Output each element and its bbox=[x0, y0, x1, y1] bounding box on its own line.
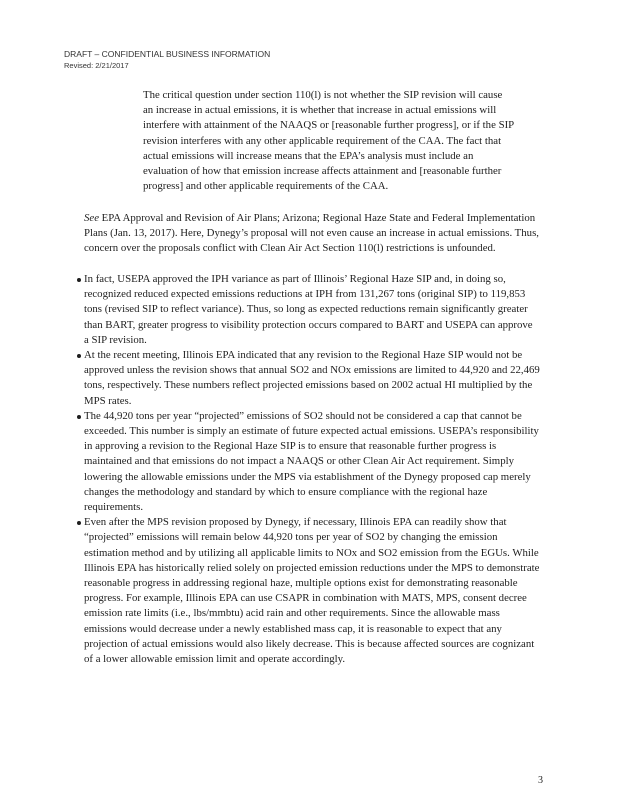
citation-paragraph bbox=[84, 211, 539, 257]
list-item bbox=[84, 409, 540, 515]
see-signal: See bbox=[84, 212, 99, 224]
bullet-marker bbox=[77, 415, 81, 419]
bullet-text: The 44,920 tons per year “projected” emissions of SO2 should not be considered a cap that cannot be exceeded. This number is simply an estimate of future expected actual emissions. USEPA’s responsibility in approving a revision to the Regional Haze SIP is to ensure that reasonable further progress is maintained and that emissions do not impact a NAAQS or other Clean Air Act requirement. Simply lowering the allowable emissions under the MPS via establishment of the Dynegy proposed cap merely changes the methodology and standard by which to ensure compliance with the regional haze requirements. bbox=[84, 409, 539, 514]
page-number: 3 bbox=[538, 775, 543, 786]
list-item bbox=[84, 515, 540, 667]
bullet-text: At the recent meeting, Illinois EPA indicated that any revision to the Regional Haze SIP would not be approved unless the revision shows that annual SO2 and NOx emissions are limited to 44,920 and 22,469 tons, respectively. These numbers reflect projected emissions based on 2002 actual HI multiplied by the MPS rates. bbox=[84, 349, 540, 407]
bullet-text: Even after the MPS revision proposed by Dynegy, if necessary, Illinois EPA can readily show that “projected” emissions will remain below 44,920 tons per year of SO2 by changing the emission estimation method and by utilizing all applicable limits to NOx and SO2 emission from the EGUs. While Illinois EPA has historically relied solely on projected emission reductions under the MPS to demonstrate reasonable progress in addressing regional haze, multiple options exist for demonstrating reasonable progress. For example, Illinois EPA can use CSAPR in combination with MATS, MPS, consent decree emission rate limits (i.e., lbs/mmbtu) acid rain and other requirements. Since the allowable mass emissions would decrease under a newly established mass cap, it is reasonable to expect that any projection of actual emissions would also likely decrease. This is because affected sources are cognizant of a lower allowable emission limit and operate accordingly. bbox=[84, 516, 540, 666]
list-item bbox=[84, 272, 540, 348]
citation-text: EPA Approval and Revision of Air Plans; Arizona; Regional Haze State and Federal Implementation Plans (Jan. 13, 2017). Here, Dynegy’s proposal will not even cause an increase in actual emissions. Thus, concern over the proposals conflict with Clean Air Act Section 110(l) restrictions is unfounded. bbox=[84, 212, 539, 255]
bullet-text: In fact, USEPA approved the IPH variance as part of Illinois’ Regional Haze SIP and, in doing so, recognized reduced expected emissions reductions at IPH from 131,267 tons (original SIP) to 119,853 tons (revised SIP to reflect variance). Thus, so long as expected reductions remain significantly greater than BART, greater progress to visibility protection occurs compared to BART and USEPA can approve a SIP revision. bbox=[84, 273, 533, 346]
block-quote: The critical question under section 110(l) is not whether the SIP revision will cause an increase in actual emissions, it is whether that increase in actual emissions will interfere with attainment of the NAAQS or [reasonable further progress], or if the SIP revision interferes with any other applicable requirement of the CAA. The fact that actual emissions will increase means that the EPA’s analysis must include an evaluation of how that emission increase affects attainment and [reasonable further progress] and other applicable requirements of the CAA. bbox=[143, 89, 514, 193]
bullet-marker bbox=[77, 354, 81, 358]
bullet-marker bbox=[77, 278, 81, 282]
revised-date: Revised: 2/21/2017 bbox=[64, 61, 129, 70]
confidential-label: DRAFT – CONFIDENTIAL BUSINESS INFORMATION bbox=[64, 49, 271, 59]
bullet-list bbox=[84, 272, 540, 667]
page-header bbox=[64, 49, 270, 71]
bullet-marker bbox=[77, 521, 81, 525]
list-item bbox=[84, 348, 540, 409]
